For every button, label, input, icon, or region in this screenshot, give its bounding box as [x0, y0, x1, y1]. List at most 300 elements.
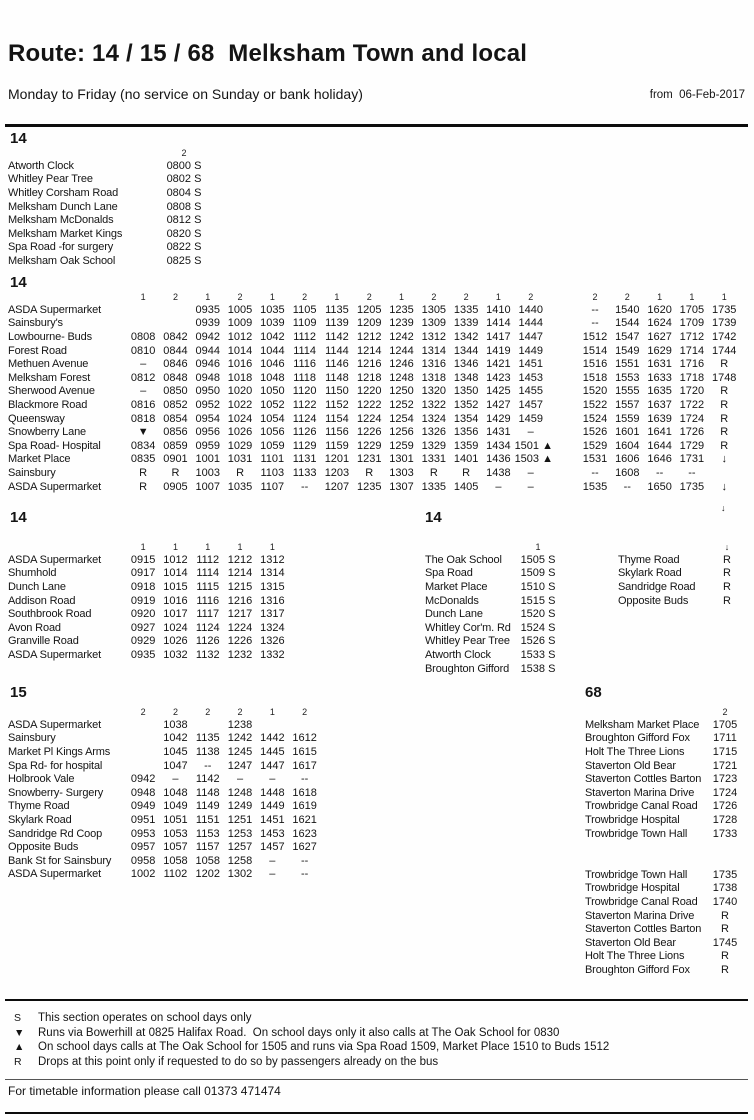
- timetable-row: [8, 344, 740, 358]
- time-cell: 1309: [421, 317, 447, 330]
- time-cell: 1639: [647, 412, 672, 425]
- time-cell: 1112: [293, 330, 317, 343]
- col-header: 2: [624, 292, 630, 302]
- time-cell: 1731: [679, 453, 705, 466]
- time-cell: --: [300, 854, 309, 867]
- time-cell: 1718: [679, 371, 705, 384]
- timetable-row: [8, 303, 740, 317]
- time-cell: 0825 S: [166, 254, 202, 267]
- time-cell: 1214: [227, 567, 253, 580]
- time-cell: 1212: [227, 553, 253, 566]
- time-cell: 0808 S: [166, 200, 202, 213]
- time-cell: 0804 S: [166, 186, 202, 199]
- time-cell: 1148: [195, 786, 220, 799]
- stop-name: McDonalds: [425, 594, 479, 607]
- time-cell: R: [723, 567, 731, 580]
- time-cell: 1114: [293, 344, 317, 357]
- time-cell: 1735: [679, 480, 705, 493]
- timetable-14-school-return: [425, 541, 565, 675]
- time-cell: 1440: [518, 303, 543, 316]
- time-cell: 1203: [324, 466, 350, 479]
- time-cell: 1615: [292, 745, 317, 758]
- route-number-14-first: 14: [10, 130, 27, 147]
- time-cell: 0820 S: [166, 227, 202, 240]
- time-cell: 1009: [227, 317, 253, 330]
- note-symbol-s: S: [14, 1012, 22, 1025]
- time-cell: 1103: [260, 466, 285, 479]
- timetable-row: [8, 827, 321, 841]
- timetable-row: [585, 732, 743, 746]
- time-cell: 1740: [712, 895, 738, 908]
- time-cell: –: [527, 480, 534, 493]
- time-cell: 1524: [582, 412, 608, 425]
- time-cell: 0949: [130, 800, 156, 813]
- time-cell: 1042: [260, 330, 285, 343]
- time-cell: 1629: [647, 344, 672, 357]
- time-cell: 1344: [453, 344, 479, 357]
- stop-name: Sainsbury's: [8, 317, 63, 330]
- time-cell: 1018: [227, 371, 253, 384]
- time-cell: 1348: [453, 371, 479, 384]
- time-cell: 0812 S: [166, 214, 202, 227]
- col-header: 2: [205, 707, 211, 717]
- stop-name: Thyme Road: [618, 553, 680, 566]
- time-cell: R: [723, 553, 731, 566]
- stop-name: ASDA Supermarket: [8, 868, 101, 881]
- stop-name: Melksham Forest: [8, 371, 91, 384]
- stop-name: Melksham Market Kings: [8, 227, 123, 240]
- time-cell: 1050: [260, 385, 285, 398]
- timetable-row: [585, 800, 743, 814]
- time-cell: 1039: [260, 317, 285, 330]
- timetable-row: [618, 553, 742, 567]
- time-cell: 1046: [260, 358, 285, 371]
- timetable-row: [585, 950, 743, 964]
- time-cell: 1551: [615, 358, 640, 371]
- time-cell: 0951: [130, 813, 156, 826]
- column-header-row: [618, 541, 742, 553]
- col-header: 1: [140, 292, 146, 302]
- time-cell: 1322: [421, 398, 447, 411]
- time-cell: 1726: [679, 426, 705, 439]
- time-cell: 1214: [356, 344, 382, 357]
- timetable-row: [8, 241, 214, 255]
- timetable-row: [425, 662, 565, 676]
- time-cell: –: [140, 385, 147, 398]
- time-cell: 1312: [260, 553, 285, 566]
- time-cell: 1709: [679, 317, 705, 330]
- time-cell: 1114: [196, 567, 220, 580]
- time-cell: 1324: [421, 412, 447, 425]
- time-cell: 0950: [195, 385, 220, 398]
- timetable-row: [618, 580, 742, 594]
- stop-name: Whitley Pear Tree: [425, 635, 510, 648]
- col-header: 2: [722, 707, 728, 717]
- time-cell: 1457: [518, 398, 543, 411]
- time-cell: 1335: [453, 303, 479, 316]
- stop-name: Whitley Corsham Road: [8, 186, 119, 199]
- stop-name: Staverton Old Bear: [585, 759, 676, 772]
- col-header: 2: [431, 292, 437, 302]
- timetable-row: [8, 213, 214, 227]
- bottom-divider: [5, 1112, 748, 1114]
- time-cell: 1117: [196, 608, 220, 621]
- time-cell: 1350: [453, 385, 479, 398]
- time-cell: 1015: [163, 580, 188, 593]
- time-cell: 1217: [227, 608, 253, 621]
- timetable-row: [8, 594, 288, 608]
- time-cell: 1346: [453, 358, 479, 371]
- time-cell: 1045: [163, 745, 188, 758]
- time-cell: 1448: [260, 786, 285, 799]
- time-cell: 1627: [647, 330, 672, 343]
- time-cell: --: [623, 480, 631, 493]
- time-cell: 1451: [260, 813, 285, 826]
- stop-name: Melksham Oak School: [8, 254, 116, 267]
- timetable-68-outbound: [585, 706, 743, 840]
- stop-name: ASDA Supermarket: [8, 648, 101, 661]
- time-cell: 1142: [325, 330, 349, 343]
- time-cell: R: [720, 358, 729, 371]
- time-cell: 1352: [453, 398, 479, 411]
- time-cell: 1112: [196, 553, 220, 566]
- time-cell: 1012: [163, 553, 188, 566]
- stop-name: Sainsbury: [8, 466, 56, 479]
- time-cell: 1007: [195, 480, 220, 493]
- time-cell: 1742: [711, 330, 737, 343]
- stop-name: Trowbridge Town Hall: [585, 868, 688, 881]
- time-cell: 1447: [518, 330, 543, 343]
- time-cell: 1153: [195, 827, 220, 840]
- time-cell: 1212: [356, 330, 382, 343]
- time-cell: 1252: [389, 398, 414, 411]
- time-cell: 0953: [130, 827, 156, 840]
- time-cell: 1619: [292, 800, 317, 813]
- col-header: 2: [181, 148, 187, 158]
- stop-name: Addison Road: [8, 594, 76, 607]
- time-cell: 1139: [325, 317, 349, 330]
- time-cell: 1242: [227, 732, 253, 745]
- timetable-row: [8, 635, 288, 649]
- time-cell: ↓: [721, 480, 727, 493]
- col-header: 1: [172, 542, 178, 552]
- time-cell: 1031: [227, 453, 253, 466]
- timetable-row: [585, 936, 743, 950]
- stop-name: Lowbourne- Buds: [8, 330, 92, 343]
- timetable-14-loop: [8, 541, 288, 662]
- time-cell: 0927: [130, 621, 156, 634]
- time-cell: 1122: [292, 398, 317, 411]
- stop-name: Broughton Gifford Fox: [585, 732, 690, 745]
- time-cell: 1126: [292, 426, 317, 439]
- time-cell: 1453: [518, 371, 543, 384]
- time-cell: 1520: [582, 385, 608, 398]
- time-cell: 1115: [196, 580, 220, 593]
- time-cell: 1126: [195, 635, 220, 648]
- time-cell: –: [269, 773, 276, 786]
- stop-name: Market Pl Kings Arms: [8, 745, 111, 758]
- time-cell: 1705: [712, 718, 738, 731]
- timetable-row: [425, 607, 565, 621]
- time-cell: 1216: [356, 358, 382, 371]
- stop-name: Market Place: [8, 453, 71, 466]
- time-cell: 1510 S: [520, 580, 556, 593]
- time-cell: 1335: [421, 480, 447, 493]
- time-cell: 1714: [679, 344, 705, 357]
- continuation-arrow-icon: ↓: [721, 503, 726, 513]
- time-cell: 1254: [389, 412, 414, 425]
- time-cell: 1457: [260, 841, 285, 854]
- time-cell: 1201: [324, 453, 350, 466]
- time-cell: 1646: [647, 453, 672, 466]
- time-cell: 0935: [130, 648, 156, 661]
- time-cell: 1120: [292, 385, 317, 398]
- time-cell: 1538 S: [520, 662, 556, 675]
- time-cell: 1144: [325, 344, 349, 357]
- timetable-row: [8, 718, 321, 732]
- time-cell: 1529: [582, 439, 608, 452]
- timetable-row: [585, 745, 743, 759]
- time-cell: 1235: [356, 480, 382, 493]
- time-cell: 1135: [195, 732, 220, 745]
- col-header: 1: [205, 292, 211, 302]
- col-header: 1: [495, 292, 501, 302]
- col-header: 1: [237, 542, 243, 552]
- stop-name: Opposite Buds: [618, 594, 689, 607]
- stop-name: Melksham Market Place: [585, 718, 700, 731]
- timetable-row: [8, 412, 740, 426]
- time-cell: 1501 ▲: [514, 439, 553, 452]
- time-cell: 1612: [292, 732, 317, 745]
- stop-name: Dunch Lane: [8, 580, 66, 593]
- stop-name: Spa Road- Hospital: [8, 439, 101, 452]
- timetable-row: [8, 813, 321, 827]
- note-text: On school days calls at The Oak School for 1505 and runs via Spa Road 1509, Market Place 1510 to Buds 1512: [38, 1041, 610, 1054]
- time-cell: 0810: [130, 344, 156, 357]
- time-cell: 1724: [679, 412, 705, 425]
- time-cell: 1248: [389, 371, 414, 384]
- time-cell: 1022: [227, 398, 253, 411]
- time-cell: 1232: [227, 648, 253, 661]
- time-cell: 1253: [227, 827, 253, 840]
- footnote-row: [14, 1011, 609, 1026]
- col-header: 1: [689, 292, 695, 302]
- time-cell: 1159: [325, 439, 349, 452]
- time-cell: 1209: [356, 317, 382, 330]
- time-cell: 1017: [163, 608, 188, 621]
- time-cell: 0856: [163, 426, 188, 439]
- stop-name: Staverton Marina Drive: [585, 909, 695, 922]
- time-cell: –: [172, 773, 179, 786]
- timetable-row: [585, 827, 743, 841]
- time-cell: R: [236, 466, 245, 479]
- timetable-row: [8, 553, 288, 567]
- effective-date-label: from 06-Feb-2017: [649, 89, 745, 101]
- col-header: 1: [205, 542, 211, 552]
- time-cell: 1549: [615, 344, 640, 357]
- time-cell: 1003: [195, 466, 220, 479]
- timetable-row: [8, 580, 288, 594]
- time-cell: 1620: [647, 303, 672, 316]
- time-cell: 1109: [292, 317, 317, 330]
- timetable-row: [8, 200, 214, 214]
- time-cell: 1444: [518, 317, 543, 330]
- stop-name: Staverton Old Bear: [585, 936, 676, 949]
- timetable-row: [8, 317, 740, 331]
- time-cell: 1429: [486, 412, 511, 425]
- timetable-row: [8, 480, 740, 494]
- time-cell: 1515 S: [520, 594, 556, 607]
- time-cell: 1329: [421, 439, 447, 452]
- col-header: 2: [172, 292, 178, 302]
- stop-name: Sandridge Road: [618, 580, 696, 593]
- time-cell: 1547: [615, 330, 640, 343]
- time-cell: --: [688, 466, 696, 479]
- timetable-14-continuation-list: [618, 541, 742, 607]
- route-number-14-loop: 14: [10, 509, 27, 526]
- stop-name: Skylark Road: [8, 813, 72, 826]
- time-cell: 0834: [130, 439, 156, 452]
- time-cell: 1256: [389, 426, 414, 439]
- timetable-row: [8, 759, 321, 773]
- time-cell: 0915: [130, 553, 156, 566]
- time-cell: 1604: [615, 439, 640, 452]
- time-cell: 0952: [195, 398, 220, 411]
- time-cell: 1135: [325, 303, 349, 316]
- timetable-row: [425, 635, 565, 649]
- timetable-row: [585, 786, 743, 800]
- time-cell: 1723: [712, 773, 738, 786]
- time-cell: 1748: [711, 371, 737, 384]
- time-cell: 1259: [389, 439, 414, 452]
- time-cell: R: [720, 412, 729, 425]
- timetable-row: [585, 895, 743, 909]
- time-cell: 1533 S: [520, 648, 556, 661]
- col-header: 2: [463, 292, 469, 302]
- time-cell: 1451: [518, 358, 543, 371]
- column-header-row: [8, 706, 321, 718]
- time-cell: 1251: [227, 813, 253, 826]
- time-cell: 1735: [712, 868, 738, 881]
- timetable-row: [585, 909, 743, 923]
- time-cell: 0954: [195, 412, 220, 425]
- time-cell: 1059: [260, 439, 285, 452]
- time-cell: R: [171, 466, 180, 479]
- time-cell: 1002: [130, 868, 156, 881]
- timetable-row: [8, 371, 740, 385]
- time-cell: 1722: [679, 398, 705, 411]
- time-cell: ↓: [721, 453, 727, 466]
- time-cell: –: [495, 480, 502, 493]
- stop-name: Holbrook Vale: [8, 773, 75, 786]
- time-cell: 1044: [260, 344, 285, 357]
- time-cell: 0901: [163, 453, 188, 466]
- time-cell: 0818: [130, 412, 156, 425]
- time-cell: R: [723, 594, 731, 607]
- time-cell: 1608: [615, 466, 640, 479]
- stop-name: Trowbridge Canal Road: [585, 895, 698, 908]
- stop-name: Broughton Gifford Fox: [585, 963, 690, 976]
- time-cell: 1026: [163, 635, 188, 648]
- time-cell: 1728: [712, 813, 738, 826]
- time-cell: 1526 S: [520, 635, 556, 648]
- stop-name: Shumhold: [8, 567, 57, 580]
- col-header: 1: [721, 292, 727, 302]
- time-cell: 1624: [647, 317, 672, 330]
- time-cell: 1226: [227, 635, 253, 648]
- stop-name: ASDA Supermarket: [8, 718, 101, 731]
- stop-name: Snowberry- Surgery: [8, 786, 104, 799]
- col-header: 2: [172, 707, 178, 717]
- time-cell: 1245: [227, 745, 253, 758]
- time-cell: 1729: [679, 439, 705, 452]
- time-cell: 0848: [163, 371, 188, 384]
- stop-name: Melksham Dunch Lane: [8, 200, 118, 213]
- time-cell: 1146: [325, 358, 349, 371]
- time-cell: 1231: [356, 453, 382, 466]
- time-cell: 1526: [582, 426, 608, 439]
- time-cell: 1617: [292, 759, 317, 772]
- time-cell: 1445: [260, 745, 285, 758]
- time-cell: 1425: [486, 385, 511, 398]
- time-cell: 0859: [163, 439, 188, 452]
- timetable-row: [585, 922, 743, 936]
- time-cell: 1555: [615, 385, 640, 398]
- time-cell: 0854: [163, 412, 188, 425]
- time-cell: 1324: [260, 621, 285, 634]
- time-cell: R: [139, 466, 148, 479]
- time-cell: 1248: [227, 786, 253, 799]
- time-cell: 1726: [712, 800, 738, 813]
- time-cell: 1332: [260, 648, 285, 661]
- time-cell: R: [720, 398, 729, 411]
- time-cell: 1058: [163, 854, 188, 867]
- stop-name: Methuen Avenue: [8, 358, 89, 371]
- time-cell: 1157: [195, 841, 220, 854]
- timetable-row: [585, 718, 743, 732]
- timetable-row: [425, 648, 565, 662]
- timetable-row: [8, 159, 214, 173]
- time-cell: 1048: [163, 786, 188, 799]
- time-cell: 1509 S: [520, 567, 556, 580]
- time-cell: 1220: [356, 385, 382, 398]
- time-cell: 1421: [486, 358, 511, 371]
- stop-name: The Oak School: [425, 553, 502, 566]
- stop-name: Trowbridge Town Hall: [585, 827, 688, 840]
- time-cell: 1320: [421, 385, 447, 398]
- col-header: 1: [657, 292, 663, 302]
- time-cell: –: [140, 358, 147, 371]
- time-cell: 1512: [582, 330, 608, 343]
- time-cell: 1557: [615, 398, 640, 411]
- note-text: This section operates on school days only: [38, 1012, 252, 1025]
- time-cell: 1244: [389, 344, 414, 357]
- route-number-14-school-return: 14: [425, 509, 442, 526]
- time-cell: 1712: [679, 330, 705, 343]
- time-cell: --: [591, 466, 599, 479]
- time-cell: 1154: [325, 412, 349, 425]
- stop-name: Sherwood Avenue: [8, 385, 95, 398]
- time-cell: 0935: [195, 303, 220, 316]
- time-cell: 1118: [293, 371, 317, 384]
- time-cell: 1553: [615, 371, 640, 384]
- time-cell: R: [365, 466, 374, 479]
- time-cell: 1016: [163, 594, 188, 607]
- time-cell: 1058: [195, 854, 220, 867]
- timetable-row: [8, 567, 288, 581]
- time-cell: 1522: [582, 398, 608, 411]
- time-cell: 1151: [195, 813, 220, 826]
